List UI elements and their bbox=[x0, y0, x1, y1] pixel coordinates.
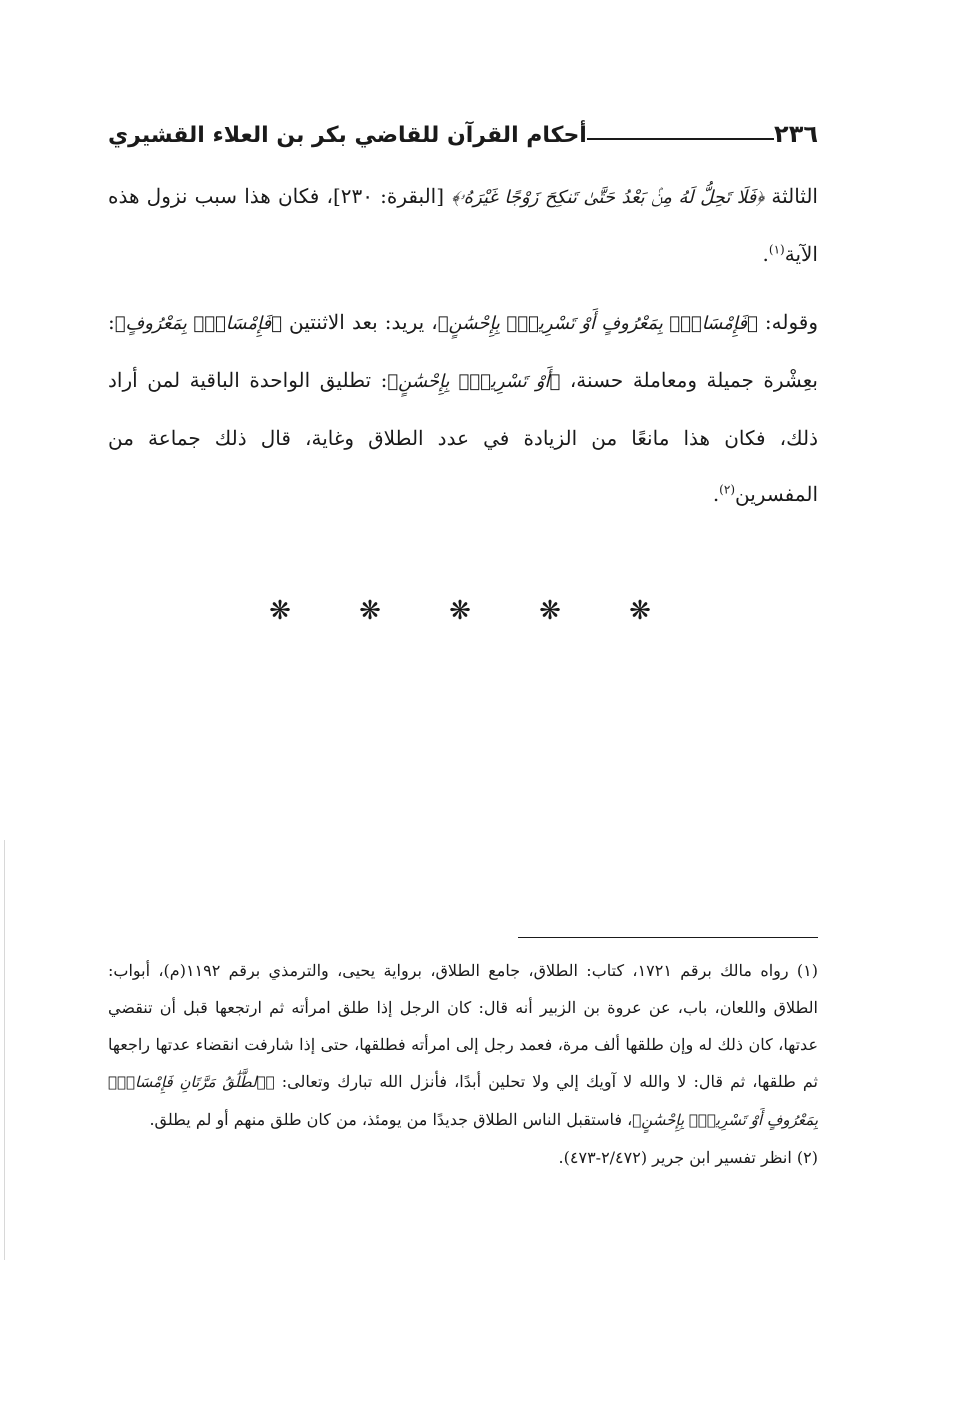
text-run: : تطليق الواحدة الباقية لمن أراد ذلك، فكان هذا مانعًا من الزيادة في عدد الطلاق وغاية، قال ذلك جماعة من المفسرين bbox=[108, 368, 818, 506]
text-run: (٢) انظر تفسير ابن جرير (٢/٤٧٢-٤٧٣). bbox=[558, 1148, 818, 1167]
paragraph-1 bbox=[108, 168, 818, 282]
quran-verse: ﴿ٱلطَّلَٰقُ مَرَّتَانِ فَإِمْسَاكٌۢ بِمَعْرُوفٍ أَوْ تَسْرِيحٌۢ بِإِحْسَٰنٍ﴾ bbox=[108, 1073, 818, 1129]
quran-verse: ﴿أَوْ تَسْرِيحٌۢ بِإِحْسَٰنٍ﴾ bbox=[387, 371, 561, 392]
page-number: ٢٣٦ bbox=[774, 120, 818, 148]
footnote-2 bbox=[108, 1139, 818, 1176]
text-run: : بعِشْرة جميلة ومعاملة حسنة، bbox=[108, 310, 818, 392]
text-run: (١) رواه مالك برقم ١٧٢١، كتاب: الطلاق، جامع الطلاق، برواية يحيى، والترمذي برقم ١١٩٢(م)، أبواب: الطلاق واللعان، باب، عن عروة بن الزبير أنه قال: كان الرجل إذا طلق امرأته ثم ارتجعها قبل أن تنقضي عدتها، كان ذلك له وإن طلقها ألف مرة، فعمد رجل إلى امرأته فطلقها، حتى إذا شارفت انقضاء عدتها راجعها ثم طلقها، ثم قال: لا والله لا آويك إلي ولا تحلين أبدًا، فأنزل الله تبارك وتعالى: bbox=[108, 961, 819, 1091]
page-header bbox=[108, 108, 818, 152]
text-run: [البقرة: ٢٣٠]، فكان هذا سبب نزول هذه الآية bbox=[108, 184, 818, 266]
star-ornament-icon: ❋ bbox=[539, 596, 561, 626]
footnotes bbox=[108, 952, 818, 1176]
text-run: الثالثة bbox=[764, 184, 818, 208]
quran-verse: ﴿فَلَا تَحِلُّ لَهُ مِنۢ بَعْدُ حَتَّىٰ تَنكِحَ زَوْجًا غَيْرَهُۥ﴾ bbox=[451, 187, 765, 208]
star-ornament-icon: ❋ bbox=[629, 596, 651, 626]
quran-verse: ﴿فَإِمْسَاكٌۢ بِمَعْرُوفٍ﴾ bbox=[114, 313, 282, 334]
text-run: . bbox=[712, 482, 720, 506]
quran-verse: ﴿فَإِمْسَاكٌۢ بِمَعْرُوفٍ أَوْ تَسْرِيحٌۢ بِإِحْسَٰنٍ﴾ bbox=[437, 313, 758, 334]
footnote-ref-1[interactable]: (١) bbox=[768, 242, 785, 257]
star-ornament-icon: ❋ bbox=[269, 596, 291, 626]
footnote-1 bbox=[108, 952, 818, 1139]
running-title: أحكام القرآن للقاضي بكر بن العلاء القشيري bbox=[108, 123, 587, 148]
star-ornament-icon: ❋ bbox=[359, 596, 381, 626]
text-run: وقوله: bbox=[757, 310, 818, 334]
text-run: ، فاستقبل الناس الطلاق جديدًا من يومئذ، من كان طلق منهم أو لم يطلق. bbox=[149, 1110, 633, 1129]
main-text bbox=[108, 168, 818, 522]
text-run: ، يريد: بعد الاثنتين bbox=[281, 310, 438, 334]
footnote-ref-2[interactable]: (٢) bbox=[719, 482, 735, 497]
paragraph-2 bbox=[108, 294, 818, 522]
footnote-divider bbox=[518, 937, 818, 938]
star-ornament-icon: ❋ bbox=[449, 596, 471, 626]
scan-margin-line bbox=[4, 840, 5, 1260]
section-separator bbox=[260, 596, 660, 636]
header-rule bbox=[587, 138, 774, 140]
text-run: . bbox=[762, 242, 769, 266]
